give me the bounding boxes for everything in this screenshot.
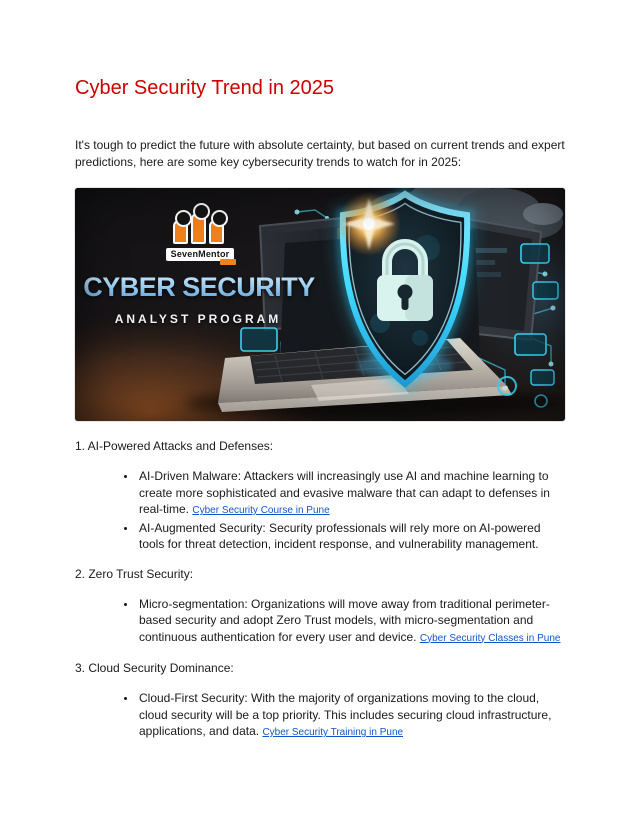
bullet-text: AI-Augmented Security: Security professionals will rely more on AI-powered tools for threat detection, incident response, and vulnerability management. <box>139 520 541 551</box>
link-cyber-security-classes[interactable]: Cyber Security Classes in Pune <box>419 632 561 644</box>
page-title: Cyber Security Trend in 2025 <box>75 77 335 99</box>
section-heading: 1. AI-Powered Attacks and Defenses: <box>75 439 274 453</box>
link-cyber-security-training[interactable]: Cyber Security Training in Pune <box>262 727 404 738</box>
section-ai-powered <box>75 438 565 553</box>
logo-wordmark: SevenMentor <box>166 248 235 261</box>
intro-paragraph: It's tough to predict the future with absolute certainty, but based on current trends and expert predictions, here are some key cybersecurity trends to watch for in 2025: <box>75 138 565 169</box>
banner-artwork <box>75 188 565 421</box>
section-zero-trust <box>75 566 565 648</box>
course-banner-image[interactable] <box>75 188 565 421</box>
orange-glow-burst <box>337 192 401 256</box>
list-item <box>137 468 565 520</box>
bullet-text: AI-Driven Malware: Attackers will increasingly use AI and machine learning to create more sophisticated and evasive malware that can adapt to defenses in real-time. <box>139 469 550 516</box>
list-item <box>137 520 565 553</box>
banner-title: CYBER SECURITY <box>77 272 321 303</box>
bullet-text: Micro-segmentation: Organizations will move away from traditional perimeter-based security and adopt Zero Trust models, with micro-segmentation and continuous authentication for every user and device. <box>139 596 550 644</box>
list-item <box>137 690 565 742</box>
section-heading: 2. Zero Trust Security: <box>75 566 194 581</box>
section-cloud-security <box>75 660 565 742</box>
banner-subtitle: ANALYST PROGRAM <box>114 312 282 326</box>
sevenmentor-logo <box>155 200 245 262</box>
bullet-list <box>75 596 565 648</box>
link-cyber-security-course[interactable]: Cyber Security Course in Pune <box>192 505 330 516</box>
people-icon <box>155 200 245 244</box>
section-heading: 3. Cloud Security Dominance: <box>75 661 234 675</box>
bullet-list <box>75 468 565 553</box>
bullet-list <box>75 690 565 742</box>
list-item <box>137 596 565 648</box>
bullet-text: Cloud-First Security: With the majority of organizations moving to the cloud, cloud security will be a top priority. This includes securing cloud infrastructure, applications, and data. <box>139 691 552 738</box>
